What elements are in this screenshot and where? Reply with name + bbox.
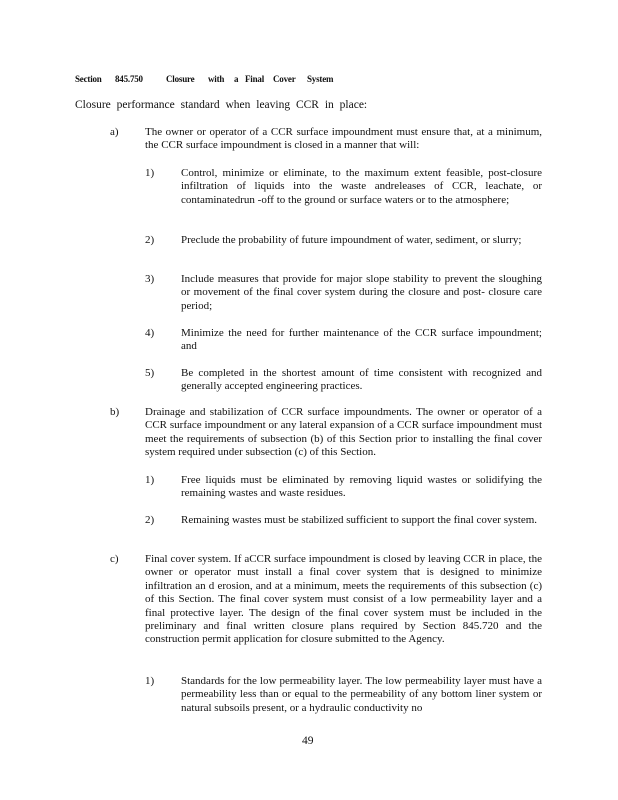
- item-a4-text: Minimize the need for further maintenance of the CCR surface impoundment; and: [181, 327, 542, 353]
- item-a-marker: a): [110, 126, 119, 138]
- item-a1-marker: 1): [145, 167, 155, 179]
- item-b2-text: Remaining wastes must be stabilized sufficient to support the final cover system.: [181, 514, 538, 526]
- item-a-text: The owner or operator of a CCR surface impoundment must ensure that, at a minimum, the CCR surface impoundment is closed in a manner that will:: [145, 126, 542, 152]
- item-a5-text: Be completed in the shortest amount of time consistent with recognized and generally accepted engineering practices.: [181, 367, 542, 393]
- heading-word-with: with: [208, 74, 225, 84]
- heading-word-system: System: [307, 74, 334, 84]
- item-c1-marker: 1): [145, 675, 155, 687]
- item-a2-marker: 2): [145, 234, 155, 246]
- intro-text: Closure performance standard when leaving CCR in place:: [75, 99, 368, 111]
- item-a1-text: Control, minimize or eliminate, to the maximum extent feasible, post-closure infiltration of liquids into the waste andreleases of CCR, leachate, or contaminatedrun -off to the ground or surface waters or to the atmosphere;: [181, 167, 542, 206]
- heading-word-cover: Cover: [273, 74, 296, 84]
- item-c-marker: c): [110, 553, 119, 565]
- heading-word-final: Final: [245, 74, 265, 84]
- item-a5-marker: 5): [145, 367, 155, 379]
- page-number: 49: [302, 735, 314, 747]
- item-b2-marker: 2): [145, 514, 155, 526]
- item-c-text: Final cover system. If aCCR surface impoundment is closed by leaving CCR in place, the owner or operator must install a final cover system that is designed to minimize infiltration an d erosion, and at a minimum, meets the requirements of this subsection (c) of this Section. The final cover system must consist of a low permeability layer and a final protective layer. The design of the final cover system must be included in the preliminary and final written closure plans required by Section 845.720 and the construction permit application for closure submitted to the Agency.: [145, 553, 542, 646]
- item-a2-text: Preclude the probability of future impoundment of water, sediment, or slurry;: [181, 234, 522, 246]
- item-b1-text: Free liquids must be eliminated by removing liquid wastes or solidifying the remaining wastes and waste residues.: [181, 474, 542, 500]
- heading-section-word: Section: [75, 74, 102, 84]
- item-b-marker: b): [110, 406, 120, 418]
- item-c1-text: Standards for the low permeability layer. The low permeability layer must have a permeability less than or equal to the permeability of any bottom liner system or natural subsoils present, or a hydraulic conductivity no: [181, 675, 542, 714]
- item-b-text: Drainage and stabilization of CCR surface impoundments. The owner or operator of a CCR surface impoundment or any lateral expansion of a CCR surface impoundment must meet the requirements of subsection (b) of this Section prior to installing the final cover system required under subsection (c) of this Section.: [145, 406, 542, 459]
- item-b1-marker: 1): [145, 474, 155, 486]
- heading-section-number: 845.750: [115, 74, 143, 84]
- heading-word-closure: Closure: [166, 74, 195, 84]
- heading-word-a: a: [234, 74, 239, 84]
- item-a4-marker: 4): [145, 327, 155, 339]
- item-a3-text: Include measures that provide for major slope stability to prevent the sloughing or movement of the final cover system during the closure and post- closure care period;: [181, 273, 542, 312]
- item-a3-marker: 3): [145, 273, 155, 285]
